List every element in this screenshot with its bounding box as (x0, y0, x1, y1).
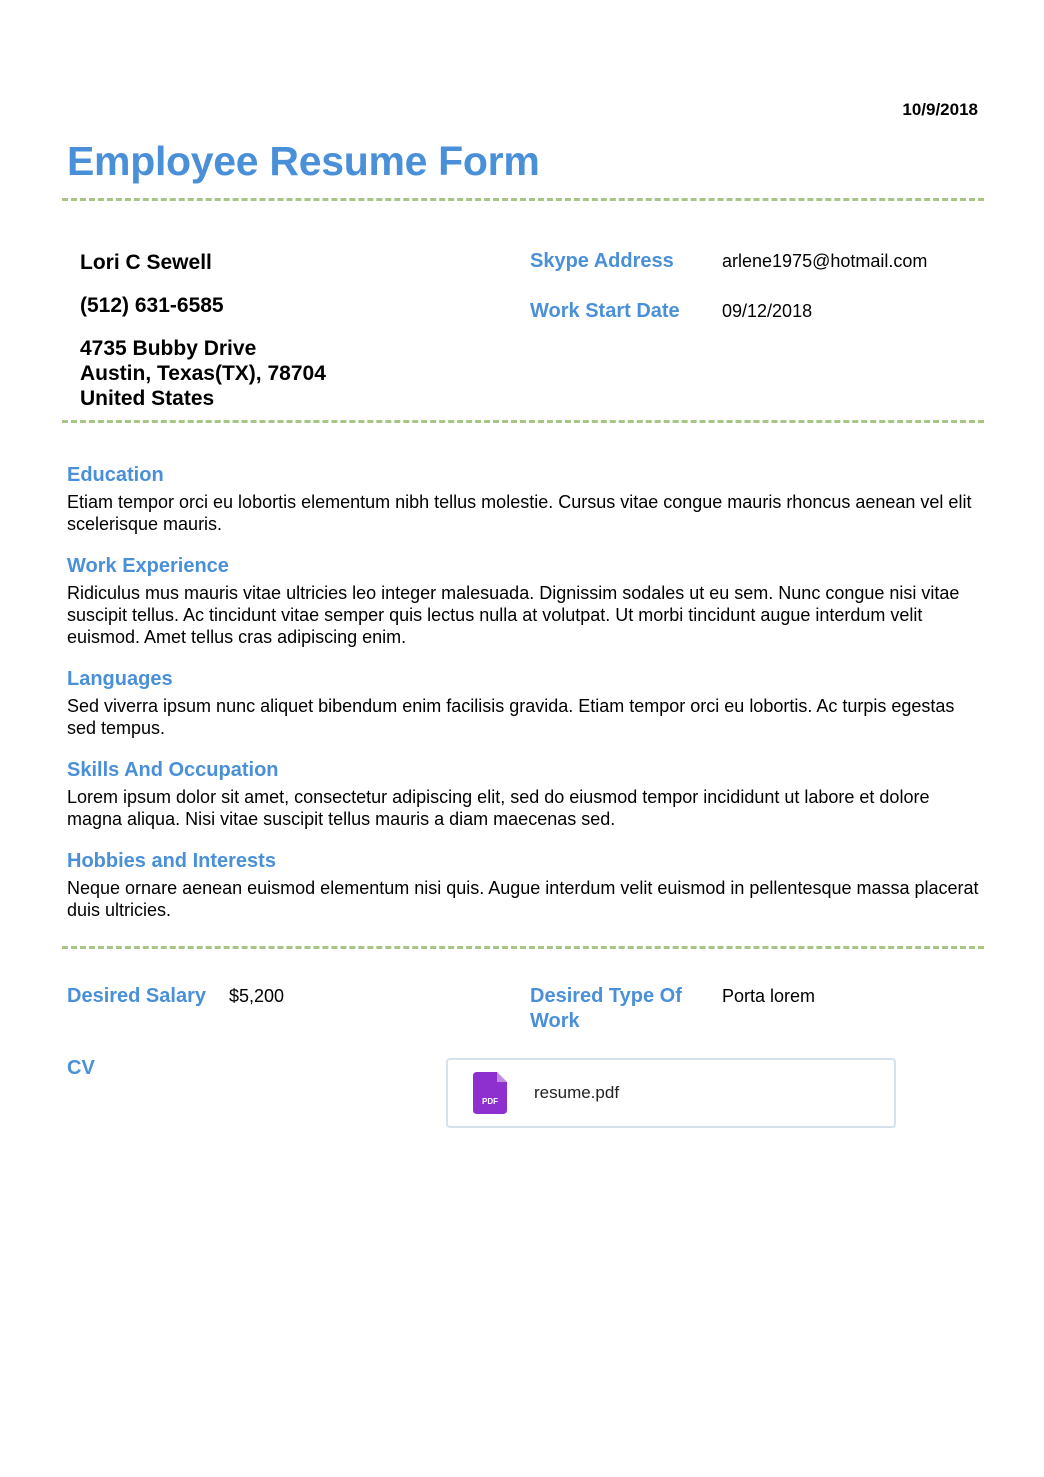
section-body: Lorem ipsum dolor sit amet, consectetur adipiscing elit, sed do eiusmod tempor incididunt ut labore et dolore magna aliqua. Nisi vitae suscipit tellus mauris a diam maecenas sed. (67, 787, 930, 829)
cv-file-attachment[interactable] (446, 1058, 896, 1128)
salary-row (67, 984, 284, 1009)
work-type-value: Porta lorem (722, 986, 816, 1006)
start-date-value: 09/12/2018 (722, 301, 813, 321)
divider-top (62, 198, 984, 201)
skype-value: arlene1975@hotmail.com (722, 251, 928, 271)
section-body: Ridiculus mus mauris vitae ultricies leo integer malesuada. Dignissim sodales ut eu sem. Nunc congue nisi vitae suscipit tellus. Ac tincidunt vitae semper quis lectus nulla at volutpat. Ut morbi tincidunt augue interdum velit euismod. Amet tellus cras adipiscing enim. (67, 583, 960, 647)
section-skills (67, 757, 979, 830)
section-heading: Skills And Occupation (67, 759, 279, 781)
contact-name: Lori C Sewell (80, 251, 212, 274)
section-heading: Hobbies and Interests (67, 850, 276, 872)
work-type-row (530, 984, 815, 1034)
skype-label: Skype Address (530, 250, 674, 272)
salary-value: $5,200 (229, 986, 285, 1006)
pdf-file-icon (473, 1072, 507, 1114)
section-body: Neque ornare aenean euismod elementum nisi quis. Augue interdum velit euismod in pellentesque massa placerat duis ultricies. (67, 878, 979, 920)
divider-middle (62, 420, 984, 423)
section-work-experience (67, 553, 979, 648)
page-title: Employee Resume Form (67, 138, 540, 184)
section-heading: Work Experience (67, 555, 229, 577)
address-line-2: Austin, Texas(TX), 78704 (80, 362, 326, 385)
contact-block (80, 250, 500, 411)
address-line-3: United States (80, 387, 215, 410)
salary-label: Desired Salary (67, 985, 206, 1007)
file-name[interactable]: resume.pdf (534, 1083, 620, 1102)
info-grid (530, 248, 980, 348)
section-heading: Languages (67, 668, 173, 690)
section-body: Etiam tempor orci eu lobortis elementum nibh tellus molestie. Cursus vitae congue mauris rhoncus aenean vel elit scelerisque mauris. (67, 492, 972, 534)
divider-bottom (62, 946, 984, 949)
cv-label: CV (67, 1057, 95, 1079)
contact-phone: (512) 631-6585 (80, 294, 224, 317)
resume-sections (67, 462, 979, 939)
address-line-1: 4735 Bubby Drive (80, 337, 257, 360)
start-date-label: Work Start Date (530, 300, 680, 322)
pdf-icon-label: PDF (482, 1097, 498, 1106)
section-hobbies (67, 848, 979, 921)
document-date: 10/9/2018 (902, 100, 978, 119)
section-education (67, 462, 979, 535)
start-date-row (530, 298, 980, 348)
section-languages (67, 666, 979, 739)
section-heading: Education (67, 464, 164, 486)
skype-row (530, 248, 980, 298)
work-type-label: Desired Type Of Work (530, 985, 682, 1032)
section-body: Sed viverra ipsum nunc aliquet bibendum enim facilisis gravida. Etiam tempor orci eu lobortis. Ac turpis egestas sed tempus. (67, 696, 955, 738)
